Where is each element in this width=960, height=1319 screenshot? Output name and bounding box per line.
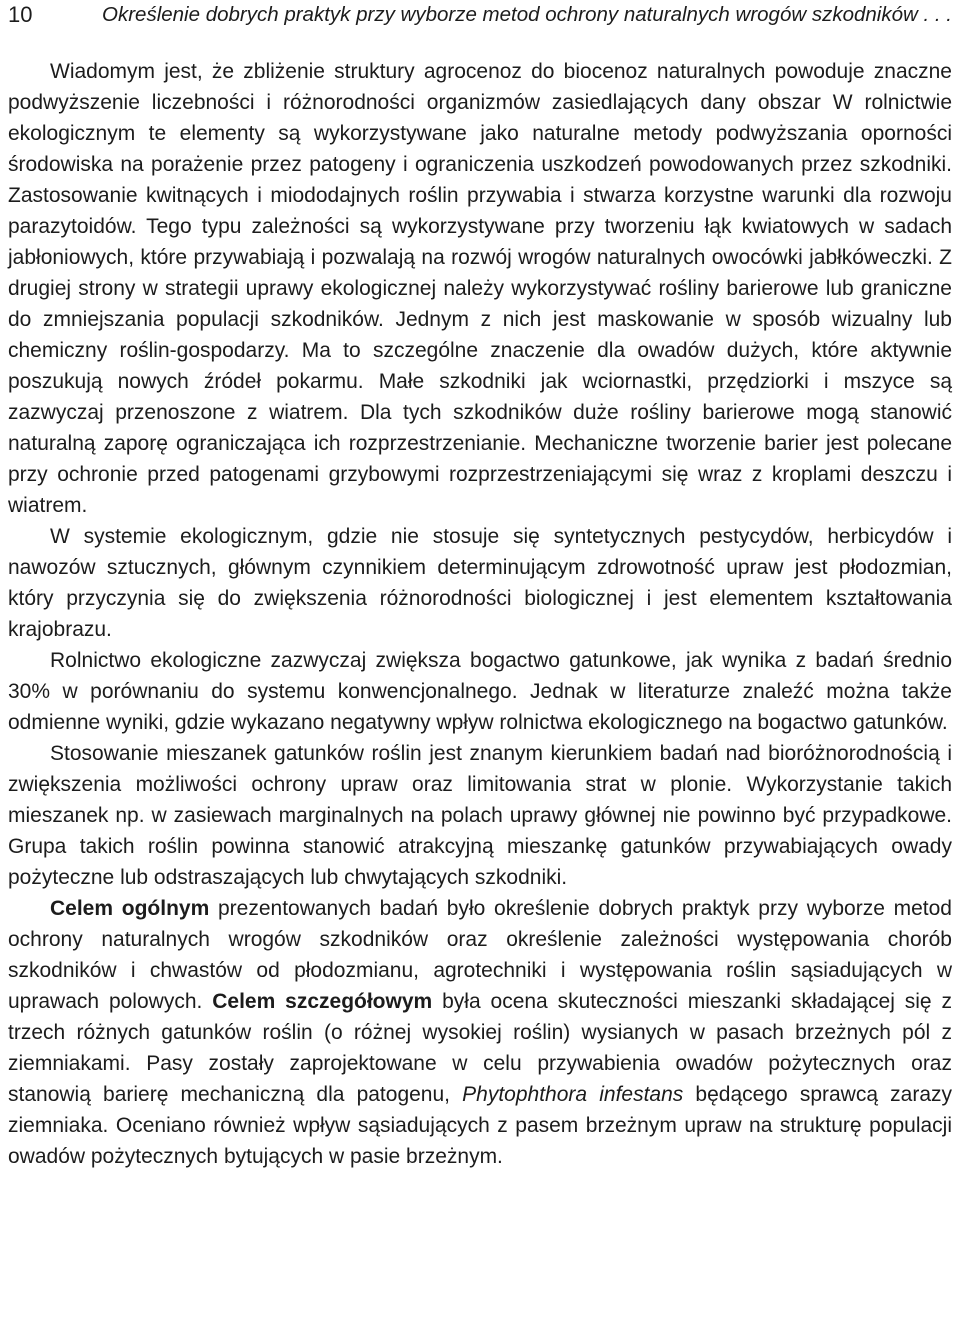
general-aim-label: Celem ogólnym <box>50 897 210 920</box>
species-name: Phytophthora infestans <box>462 1083 684 1106</box>
paragraph-5-part-2: była ocena skuteczności mieszanki składającej się z trzech różnych gatunków roślin (o różnej wysokiej roślin) wysianych w pasach brzeżnych pól z ziemniakami. Pasy zostały zaprojektowane w celu przywabienia owadów pożytecznych oraz stanowią barierę mechaniczną dla patogenu, <box>8 990 953 1106</box>
paragraph-5-part-1: prezentowanych badań było określenie dobrych praktyk przy wyborze metod ochrony naturalnych wrogów szkodników oraz określenie zależności występowania chorób szkodników i chwastów od płodozmianu, agrotechniki i występowania roślin sąsiadujących w uprawach polowych. <box>8 897 952 1013</box>
paragraph-5-part-3: będącego sprawcą zarazy ziemniaka. Oceniano również wpływ sąsiadujących z pasem brzeżnym upraw na strukturę populacji owadów pożytecznych bytujących w pasie brzeżnym. <box>8 1083 953 1168</box>
body-text <box>8 56 952 1172</box>
paragraph-3: Rolnictwo ekologiczne zazwyczaj zwiększa bogactwo gatunkowe, jak wynika z badań średnio 30% w porównaniu do systemu konwencjonalnego. Jednak w literaturze znaleźć można także odmienne wyniki, gdzie wykazano negatywny wpływ rolnictwa ekologicznego na bogactwo gatunków. <box>8 649 952 734</box>
paragraph-1: Wiadomym jest, że zbliżenie struktury agrocenoz do biocenoz naturalnych powoduje znaczne podwyższenie liczebności i różnorodności organizmów zasiedlających dany obszar W rolnictwie ekologicznym te elementy są wykorzystywane jako naturalne metody podwyższania oporności środowiska na porażenie przez patogeny i ograniczenia uszkodzeń powodowanych przez szkodniki. Zastosowanie kwitnących i miododajnych roślin przywabia i stwarza korzystne warunki dla rozwoju parazytoidów. Tego typu zależności są wykorzystywane przy tworzeniu łąk kwiatowych w sadach jabłoniowych, które przywabiają i pozwalają na rozwój wrogów naturalnych owocówki jabłkóweczki. Z drugiej strony w strategii uprawy ekologicznej należy wykorzystywać rośliny barierowe lub graniczne do zmniejszania populacji szkodników. Jednym z nich jest maskowanie w sposób wizualny lub chemiczny roślin-gospodarzy. Ma to szczególne znaczenie dla owadów dużych, które aktywnie poszukują nowych źródeł pokarmu. Małe szkodniki jak wciornastki, przędziorki i mszyce są zazwyczaj przenoszone z wiatrem. Dla tych szkodników duże rośliny barierowe mogą stanowić naturalną zaporę ograniczająca ich rozprzestrzenianie. Mechaniczne tworzenie barier jest polecane przy ochronie przed patogenami grzybowymi rozprzestrzeniającymi się wraz z kroplami deszczu i wiatrem. <box>8 60 952 517</box>
paragraph-5 <box>8 893 952 1172</box>
specific-aim-label: Celem szczegółowym <box>212 990 433 1013</box>
running-title: Określenie dobrych praktyk przy wyborze metod ochrony naturalnych wrogów szkodników . . . <box>102 3 952 26</box>
paragraph-2: W systemie ekologicznym, gdzie nie stosuje się syntetycznych pestycydów, herbicydów i nawozów sztucznych, głównym czynnikiem determinującym zdrowotność upraw jest płodozmian, który przyczynia się do zwiększenia różnorodności biologicznej i jest elementem kształtowania krajobrazu. <box>8 525 952 641</box>
paragraph-4: Stosowanie mieszanek gatunków roślin jest znanym kierunkiem badań nad bioróżnorodnością i zwiększenia możliwości ochrony upraw oraz limitowania strat w plonie. Wykorzystanie takich mieszanek np. w zasiewach marginalnych na polach uprawy głównej nie powinno być przypadkowe. Grupa takich roślin powinna stanowić atrakcyjną mieszankę gatunków przywabiających owady pożyteczne lub odstraszających lub chwytających szkodniki. <box>8 742 952 889</box>
page-header <box>8 0 952 30</box>
page-number: 10 <box>8 2 33 27</box>
